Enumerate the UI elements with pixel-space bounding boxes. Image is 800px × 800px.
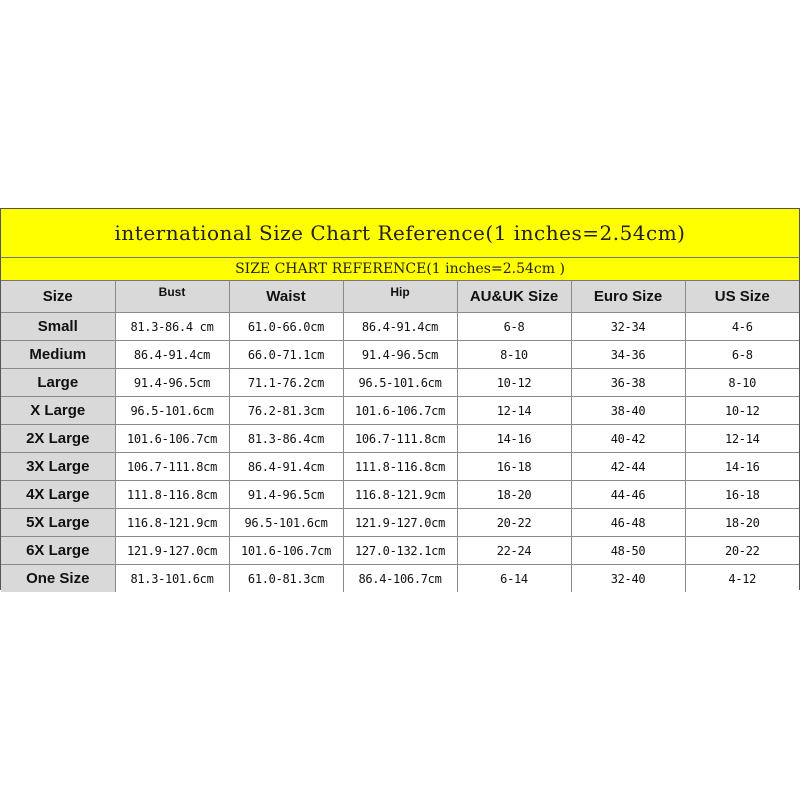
au-uk-size-cell: 22-24	[457, 537, 571, 565]
hip-cell: 106.7-111.8cm	[343, 425, 457, 453]
bust-cell: 86.4-91.4cm	[115, 341, 229, 369]
bust-cell: 121.9-127.0cm	[115, 537, 229, 565]
hip-cell: 116.8-121.9cm	[343, 481, 457, 509]
waist-cell: 81.3-86.4cm	[229, 425, 343, 453]
bust-cell: 81.3-86.4 cm	[115, 313, 229, 341]
us-size-cell: 12-14	[685, 425, 799, 453]
bust-cell: 106.7-111.8cm	[115, 453, 229, 481]
size-cell: 5X Large	[1, 509, 115, 537]
us-size-cell: 20-22	[685, 537, 799, 565]
table-row	[1, 341, 799, 369]
euro-size-cell: 48-50	[571, 537, 685, 565]
table-row	[1, 453, 799, 481]
hip-cell: 111.8-116.8cm	[343, 453, 457, 481]
waist-cell: 61.0-66.0cm	[229, 313, 343, 341]
hip-cell: 101.6-106.7cm	[343, 397, 457, 425]
header-hip: Hip	[343, 281, 457, 313]
euro-size-cell: 46-48	[571, 509, 685, 537]
au-uk-size-cell: 10-12	[457, 369, 571, 397]
size-cell: X Large	[1, 397, 115, 425]
us-size-cell: 4-6	[685, 313, 799, 341]
bust-cell: 111.8-116.8cm	[115, 481, 229, 509]
euro-size-cell: 44-46	[571, 481, 685, 509]
table-row	[1, 481, 799, 509]
header-au-uk-size: AU&UK Size	[457, 281, 571, 313]
table-row	[1, 425, 799, 453]
bust-cell: 116.8-121.9cm	[115, 509, 229, 537]
waist-cell: 101.6-106.7cm	[229, 537, 343, 565]
chart-title: international Size Chart Reference(1 inches=2.54cm)	[1, 209, 799, 258]
size-cell: Large	[1, 369, 115, 397]
au-uk-size-cell: 16-18	[457, 453, 571, 481]
us-size-cell: 16-18	[685, 481, 799, 509]
bust-cell: 91.4-96.5cm	[115, 369, 229, 397]
table-row	[1, 369, 799, 397]
table-body	[1, 313, 799, 593]
waist-cell: 86.4-91.4cm	[229, 453, 343, 481]
euro-size-cell: 34-36	[571, 341, 685, 369]
size-cell: One Size	[1, 565, 115, 593]
us-size-cell: 18-20	[685, 509, 799, 537]
us-size-cell: 10-12	[685, 397, 799, 425]
header-waist: Waist	[229, 281, 343, 313]
us-size-cell: 6-8	[685, 341, 799, 369]
chart-subtitle: SIZE CHART REFERENCE(1 inches=2.54cm )	[1, 258, 799, 281]
au-uk-size-cell: 6-14	[457, 565, 571, 593]
header-size: Size	[1, 281, 115, 313]
au-uk-size-cell: 8-10	[457, 341, 571, 369]
euro-size-cell: 40-42	[571, 425, 685, 453]
waist-cell: 71.1-76.2cm	[229, 369, 343, 397]
size-cell: Small	[1, 313, 115, 341]
table-row	[1, 537, 799, 565]
euro-size-cell: 32-34	[571, 313, 685, 341]
bust-cell: 81.3-101.6cm	[115, 565, 229, 593]
waist-cell: 76.2-81.3cm	[229, 397, 343, 425]
euro-size-cell: 32-40	[571, 565, 685, 593]
size-cell: 3X Large	[1, 453, 115, 481]
size-cell: 6X Large	[1, 537, 115, 565]
size-cell: Medium	[1, 341, 115, 369]
table-row	[1, 509, 799, 537]
header-bust: Bust	[115, 281, 229, 313]
au-uk-size-cell: 20-22	[457, 509, 571, 537]
au-uk-size-cell: 12-14	[457, 397, 571, 425]
hip-cell: 96.5-101.6cm	[343, 369, 457, 397]
header-row	[1, 281, 799, 313]
waist-cell: 61.0-81.3cm	[229, 565, 343, 593]
hip-cell: 127.0-132.1cm	[343, 537, 457, 565]
size-table	[1, 281, 799, 592]
size-cell: 2X Large	[1, 425, 115, 453]
size-chart	[0, 208, 800, 590]
us-size-cell: 4-12	[685, 565, 799, 593]
hip-cell: 91.4-96.5cm	[343, 341, 457, 369]
hip-cell: 121.9-127.0cm	[343, 509, 457, 537]
us-size-cell: 14-16	[685, 453, 799, 481]
bust-cell: 101.6-106.7cm	[115, 425, 229, 453]
au-uk-size-cell: 14-16	[457, 425, 571, 453]
table-row	[1, 313, 799, 341]
size-cell: 4X Large	[1, 481, 115, 509]
waist-cell: 96.5-101.6cm	[229, 509, 343, 537]
hip-cell: 86.4-91.4cm	[343, 313, 457, 341]
bust-cell: 96.5-101.6cm	[115, 397, 229, 425]
euro-size-cell: 42-44	[571, 453, 685, 481]
table-row	[1, 565, 799, 593]
header-us-size: US Size	[685, 281, 799, 313]
au-uk-size-cell: 6-8	[457, 313, 571, 341]
waist-cell: 91.4-96.5cm	[229, 481, 343, 509]
au-uk-size-cell: 18-20	[457, 481, 571, 509]
hip-cell: 86.4-106.7cm	[343, 565, 457, 593]
euro-size-cell: 36-38	[571, 369, 685, 397]
euro-size-cell: 38-40	[571, 397, 685, 425]
table-row	[1, 397, 799, 425]
waist-cell: 66.0-71.1cm	[229, 341, 343, 369]
header-euro-size: Euro Size	[571, 281, 685, 313]
us-size-cell: 8-10	[685, 369, 799, 397]
